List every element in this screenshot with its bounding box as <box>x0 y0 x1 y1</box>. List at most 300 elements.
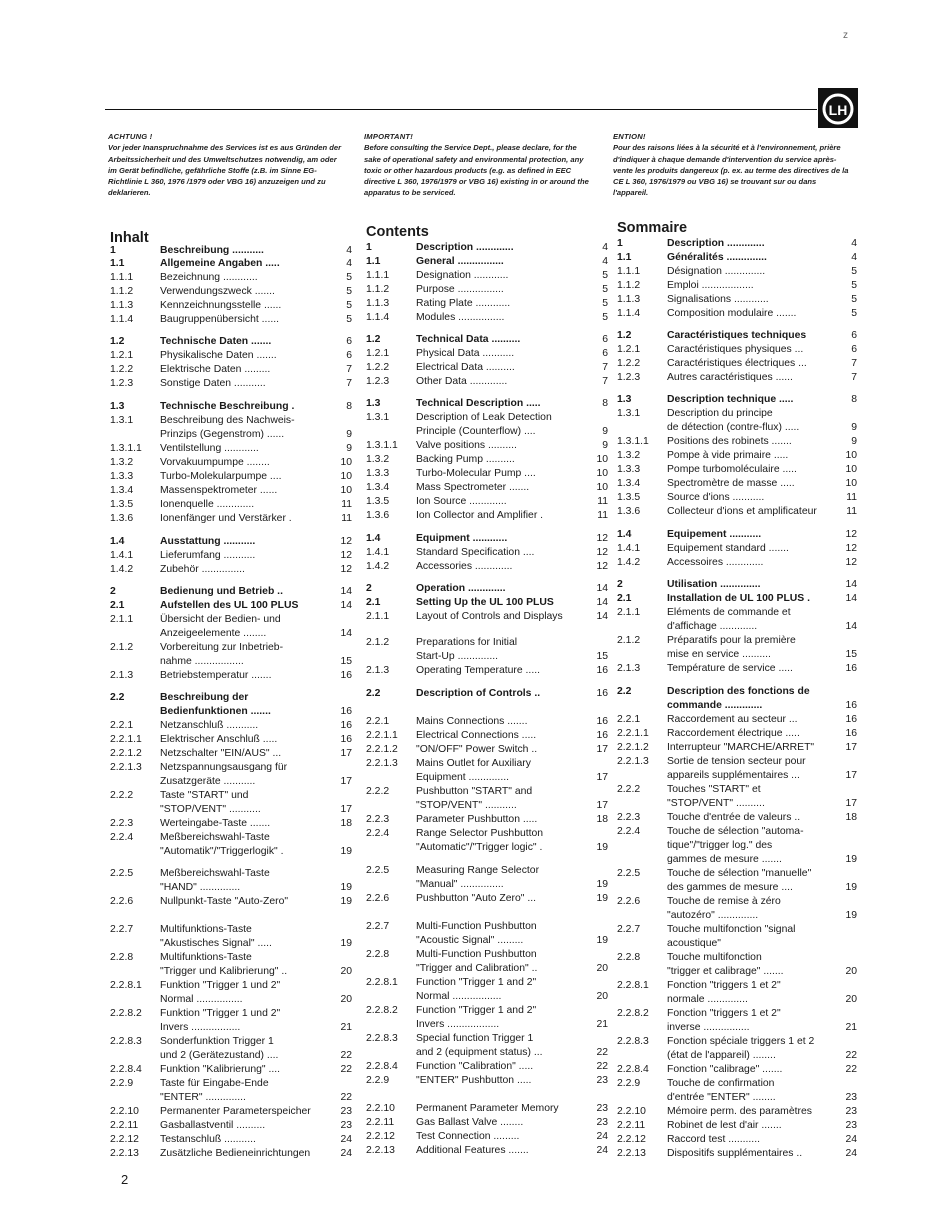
toc-entry <box>617 592 857 605</box>
toc-entry-page: 23 <box>596 1103 608 1114</box>
toc-entry-number: 2.1.1 <box>110 614 134 625</box>
toc-entry <box>617 979 857 992</box>
toc-entry-page: 16 <box>340 670 352 681</box>
toc-entry-title: Testanschluß ........... <box>160 1134 256 1145</box>
toc-entry <box>366 892 608 905</box>
toc-entry-title: Taste "START" und <box>160 790 249 801</box>
toc-entry-title: Caractéristiques électriques ... <box>667 358 807 369</box>
toc-entry-page: 17 <box>596 772 608 783</box>
toc-entry-page: 6 <box>851 330 857 341</box>
toc-entry-title: Meßbereichswahl-Taste <box>160 868 270 879</box>
toc-entry-number: 2.2.13 <box>110 1148 139 1159</box>
toc-entry-number: 1.1.2 <box>366 284 390 295</box>
toc-entry-page: 17 <box>596 744 608 755</box>
toc-entry-title: Turbo-Molekularpumpe .... <box>160 471 282 482</box>
toc-entry-number: 2.2.10 <box>110 1106 139 1117</box>
toc-entry <box>366 269 608 282</box>
toc-entry <box>110 299 352 312</box>
toc-entry-title: Description ............. <box>667 238 765 249</box>
toc-entry <box>366 596 608 609</box>
toc-entry-number: 2.2.8.4 <box>617 1064 649 1075</box>
toc-entry-number: 1.3 <box>366 398 381 409</box>
notice-heading: ENTION! <box>613 132 646 141</box>
notice-body: Before consulting the Service Dept., please declare, for the sake of operational safety and environmental protection, any toxic or other hazardous products (e.g. as defined in EEC directive L 360, 1976/1979 or VBG 16) existing in or around the apparatus to be serviced. <box>364 143 589 198</box>
toc-entry-title: Principle (Counterflow) .... <box>416 426 536 437</box>
toc-entry-number: 1.3.1.1 <box>110 443 142 454</box>
toc-entry-number: 2.2.12 <box>617 1134 646 1145</box>
toc-entry <box>617 1133 857 1146</box>
toc-entry-page: 10 <box>845 478 857 489</box>
toc-entry-page: 4 <box>851 252 857 263</box>
toc-entry-page: 17 <box>845 742 857 753</box>
toc-entry-page: 8 <box>346 401 352 412</box>
toc-entry <box>110 377 352 390</box>
toc-entry-title: Emploi .................. <box>667 280 754 291</box>
toc-entry <box>617 923 857 936</box>
toc-entry-number: 2.2.8.4 <box>110 1064 142 1075</box>
toc-entry-title: Beschreibung der <box>160 692 249 703</box>
toc-entry <box>617 1119 857 1132</box>
toc-entry-title: Massenspektrometer ...... <box>160 485 278 496</box>
toc-entry-title: Spectromètre de masse ..... <box>667 478 795 489</box>
toc-entry-number: 2.2.8.1 <box>110 980 142 991</box>
toc-entry-page: 19 <box>596 935 608 946</box>
toc-entry <box>110 761 352 774</box>
toc-entry-page: 11 <box>341 513 352 524</box>
toc-entry-page: 14 <box>340 586 352 597</box>
toc-entry <box>110 285 352 298</box>
toc-entry-page: 14 <box>596 611 608 622</box>
toc-entry <box>110 1007 352 1020</box>
toc-entry-page: 19 <box>845 910 857 921</box>
toc-entry-number: 2.2.8 <box>366 949 390 960</box>
toc-entry-title: Mémoire perm. des paramètres <box>667 1106 812 1117</box>
toc-entry-page: 12 <box>845 557 857 568</box>
toc-entry-title: Eléments de commande et <box>667 607 791 618</box>
toc-entry-page: 24 <box>596 1145 608 1156</box>
toc-entry-number: 2.1.3 <box>110 670 134 681</box>
toc-entry <box>110 484 352 497</box>
toc-entry <box>110 563 352 576</box>
toc-entry-title: und 2 (Gerätezustand) .... <box>160 1050 279 1061</box>
toc-entry-page: 11 <box>846 506 857 517</box>
toc-entry <box>617 542 857 555</box>
toc-entry-number: 2.2.2 <box>366 786 390 797</box>
toc-entry-page: 14 <box>596 583 608 594</box>
toc-entry-title: Touche de remise à zéro <box>667 896 781 907</box>
toc-entry-page: 9 <box>602 426 608 437</box>
toc-entry-title: Meßbereichswahl-Taste <box>160 832 270 843</box>
toc-entry <box>366 453 608 466</box>
toc-entry-page: 9 <box>602 440 608 451</box>
toc-entry-page: 9 <box>851 436 857 447</box>
toc-entry <box>617 1035 857 1048</box>
toc-entry <box>617 634 857 647</box>
toc-entry-title: Fonction spéciale triggers 1 et 2 <box>667 1036 815 1047</box>
toc-entry-title: Setting Up the UL 100 PLUS <box>416 597 554 608</box>
svg-text:LH: LH <box>828 102 848 118</box>
toc-entry <box>617 491 857 504</box>
toc-entry-page: 16 <box>340 734 352 745</box>
toc-entry-title: Zubehör ............... <box>160 564 245 575</box>
toc-entry <box>110 845 352 858</box>
toc-entry-title: Bedienung und Betrieb .. <box>160 586 283 597</box>
toc-entry-title: appareils supplémentaires ... <box>667 770 800 781</box>
toc-entry-number: 1.3.1 <box>617 408 641 419</box>
toc-entry <box>366 610 608 623</box>
toc-entry <box>110 923 352 936</box>
toc-entry-page: 5 <box>346 286 352 297</box>
toc-entry-number: 1.1.2 <box>617 280 641 291</box>
toc-entry-title: nahme ................. <box>160 656 244 667</box>
toc-entry <box>110 1133 352 1146</box>
toc-entry <box>110 585 352 598</box>
toc-entry-title: Touches "START" et <box>667 784 761 795</box>
toc-entry-number: 2.2.1 <box>617 714 641 725</box>
toc-entry <box>366 757 608 770</box>
toc-entry <box>110 498 352 511</box>
toc-entry <box>617 1063 857 1076</box>
toc-entry-number: 2.2.8 <box>617 952 641 963</box>
toc-entry-number: 2.2.11 <box>366 1117 395 1128</box>
toc-entry <box>617 713 857 726</box>
toc-entry-title: Description of Controls .. <box>416 688 541 699</box>
toc-entry-page: 19 <box>340 938 352 949</box>
toc-entry-number: 1.3.3 <box>366 468 390 479</box>
toc-entry-number: 2.2.1.2 <box>366 744 398 755</box>
toc-entry <box>617 685 857 698</box>
toc-entry-page: 14 <box>340 628 352 639</box>
toc-entry <box>366 1060 608 1073</box>
toc-entry-title: Aufstellen des UL 100 PLUS <box>160 600 299 611</box>
toc-heading: Contents <box>366 224 429 240</box>
toc-entry-page: 24 <box>845 1148 857 1159</box>
toc-entry <box>617 449 857 462</box>
toc-entry-page: 4 <box>602 242 608 253</box>
toc-entry-page: 20 <box>845 966 857 977</box>
toc-entry-number: 2.2.5 <box>617 868 641 879</box>
toc-entry-title: Raccordement électrique ..... <box>667 728 800 739</box>
toc-entry <box>366 878 608 891</box>
toc-entry <box>617 648 857 661</box>
toc-entry-page: 18 <box>596 814 608 825</box>
toc-entry-title: Installation de UL 100 PLUS . <box>667 593 811 604</box>
toc-entry-number: 1.1.3 <box>617 294 641 305</box>
toc-entry-page: 10 <box>596 454 608 465</box>
toc-entry <box>110 313 352 326</box>
toc-entry-page: 9 <box>851 422 857 433</box>
toc-entry-number: 1.1.3 <box>110 300 134 311</box>
toc-entry-number: 1.4.1 <box>617 543 641 554</box>
toc-entry-title: Description of Leak Detection <box>416 412 552 423</box>
toc-entry-number: 2.2.6 <box>366 893 390 904</box>
toc-entry-title: Mains Connections ....... <box>416 716 528 727</box>
toc-entry-title: "HAND" .............. <box>160 882 241 893</box>
toc-entry <box>110 244 352 257</box>
toc-entry-number: 1.3 <box>110 401 125 412</box>
toc-entry-title: Function "Trigger 1 and 2" <box>416 977 537 988</box>
toc-entry <box>617 741 857 754</box>
toc-entry-page: 6 <box>851 344 857 355</box>
toc-entry <box>617 1091 857 1104</box>
toc-entry-title: Gas Ballast Valve ........ <box>416 1117 524 1128</box>
toc-entry-page: 20 <box>596 963 608 974</box>
toc-entry <box>366 976 608 989</box>
toc-entry <box>366 799 608 812</box>
toc-entry-number: 2.2.4 <box>366 828 390 839</box>
toc-entry <box>366 1032 608 1045</box>
toc-entry-page: 20 <box>340 994 352 1005</box>
toc-entry <box>366 785 608 798</box>
toc-entry <box>617 825 857 838</box>
toc-entry <box>110 789 352 802</box>
toc-entry-title: inverse ................ <box>667 1022 750 1033</box>
toc-entry <box>366 1130 608 1143</box>
toc-entry-number: 1.2.1 <box>366 348 390 359</box>
toc-entry-page: 20 <box>596 991 608 1002</box>
toc-entry-page: 10 <box>596 482 608 493</box>
toc-entry-number: 1.3.3 <box>110 471 134 482</box>
toc-entry <box>617 867 857 880</box>
toc-entry-number: 1.1.2 <box>110 286 134 297</box>
toc-entry <box>617 853 857 866</box>
toc-entry <box>366 1074 608 1087</box>
toc-entry <box>366 582 608 595</box>
toc-entry-number: 1.3.1.1 <box>366 440 398 451</box>
toc-entry-number: 1.1.4 <box>366 312 390 323</box>
toc-entry-title: "Trigger and Calibration" .. <box>416 963 538 974</box>
toc-entry-number: 2.1.1 <box>617 607 641 618</box>
toc-entry-title: Accessories ............. <box>416 561 513 572</box>
toc-entry-page: 19 <box>596 893 608 904</box>
toc-entry-number: 2.2.1.1 <box>366 730 398 741</box>
toc-entry-page: 22 <box>340 1092 352 1103</box>
toc-entry <box>617 435 857 448</box>
toc-entry-title: Bedienfunktionen ....... <box>160 706 271 717</box>
toc-entry-title: "ENTER" .............. <box>160 1092 246 1103</box>
toc-entry-number: 2.2.8.2 <box>617 1008 649 1019</box>
toc-entry-number: 1.3.5 <box>617 492 641 503</box>
toc-entry-number: 2.1.3 <box>617 663 641 674</box>
toc-entry-title: Touche de sélection "manuelle" <box>667 868 812 879</box>
toc-entry-number: 2.1.1 <box>366 611 390 622</box>
toc-entry-title: Raccord test ........... <box>667 1134 760 1145</box>
toc-entry-number: 2.2.1.2 <box>110 748 142 759</box>
toc-entry-title: Prinzips (Gegenstrom) ...... <box>160 429 285 440</box>
toc-entry-number: 1.4.2 <box>617 557 641 568</box>
toc-entry-title: "Acoustic Signal" ......... <box>416 935 524 946</box>
toc-entry-title: Measuring Range Selector <box>416 865 540 876</box>
toc-entry <box>366 715 608 728</box>
toc-entry <box>110 1077 352 1090</box>
toc-entry <box>366 495 608 508</box>
toc-entry-page: 12 <box>596 561 608 572</box>
toc-entry-number: 1.3.5 <box>110 499 134 510</box>
toc-entry-title: (état de l'appareil) ........ <box>667 1050 776 1061</box>
toc-entry-page: 6 <box>602 334 608 345</box>
toc-entry <box>617 620 857 633</box>
toc-entry-page: 12 <box>340 550 352 561</box>
toc-entry-title: Invers ................. <box>160 1022 241 1033</box>
toc-entry-page: 12 <box>340 564 352 575</box>
toc-entry-title: Function "Trigger 1 and 2" <box>416 1005 537 1016</box>
toc-entry <box>366 1004 608 1017</box>
toc-entry-title: Technical Description ..... <box>416 398 541 409</box>
toc-entry-number: 2.2.13 <box>617 1148 646 1159</box>
toc-entry-page: 10 <box>845 464 857 475</box>
toc-entry-number: 2.2.1.1 <box>110 734 142 745</box>
toc-entry-title: Parameter Pushbutton ..... <box>416 814 538 825</box>
toc-entry <box>110 705 352 718</box>
toc-entry-title: Touche de sélection "automa- <box>667 826 804 837</box>
toc-entry-title: Généralités .............. <box>667 252 767 263</box>
toc-entry <box>110 1049 352 1062</box>
toc-entry-number: 1.2.1 <box>617 344 641 355</box>
toc-entry-page: 19 <box>340 846 352 857</box>
toc-entry <box>110 512 352 525</box>
toc-entry-title: Sortie de tension secteur pour <box>667 756 806 767</box>
toc-entry-page: 16 <box>845 714 857 725</box>
toc-entry-number: 2.2.9 <box>366 1075 390 1086</box>
toc-entry-number: 1.2.2 <box>366 362 390 373</box>
toc-entry-title: Layout of Controls and Displays <box>416 611 563 622</box>
toc-entry-title: Lieferumfang ........... <box>160 550 256 561</box>
toc-entry-number: 1.2.3 <box>617 372 641 383</box>
toc-entry-title: Positions des robinets ....... <box>667 436 792 447</box>
toc-entry-title: Préparatifs pour la première <box>667 635 796 646</box>
toc-entry-number: 2.2.1.2 <box>617 742 649 753</box>
toc-entry-number: 1.2.3 <box>366 376 390 387</box>
toc-entry-number: 2.2.7 <box>110 924 134 935</box>
toc-entry <box>617 578 857 591</box>
toc-entry-page: 22 <box>596 1047 608 1058</box>
toc-entry <box>366 397 608 410</box>
toc-entry <box>110 669 352 682</box>
toc-entry-number: 1.2.1 <box>110 350 134 361</box>
toc-entry-title: Accessoires ............. <box>667 557 764 568</box>
toc-entry-page: 17 <box>340 748 352 759</box>
toc-entry <box>110 895 352 908</box>
toc-entry-page: 20 <box>845 994 857 1005</box>
toc-entry-title: Ionenquelle ............. <box>160 499 255 510</box>
toc-entry-page: 11 <box>341 499 352 510</box>
toc-entry-page: 23 <box>845 1120 857 1131</box>
toc-entry-number: 1.3.6 <box>617 506 641 517</box>
toc-entry-number: 2.2.12 <box>366 1131 395 1142</box>
toc-entry-page: 23 <box>845 1106 857 1117</box>
toc-entry-page: 16 <box>596 665 608 676</box>
toc-entry <box>366 1116 608 1129</box>
toc-entry-number: 1.3.1.1 <box>617 436 649 447</box>
toc-entry-title: Electrical Data .......... <box>416 362 515 373</box>
toc-entry-page: 6 <box>346 336 352 347</box>
toc-entry-page: 14 <box>845 579 857 590</box>
toc-column-french <box>617 220 857 1159</box>
toc-entry-number: 2.2.2 <box>617 784 641 795</box>
notice-french <box>613 131 853 199</box>
lh-logo-icon <box>818 88 858 128</box>
toc-entry-title: Additional Features ....... <box>416 1145 529 1156</box>
toc-heading: Inhalt <box>110 230 149 246</box>
toc-entry <box>366 241 608 254</box>
toc-entry <box>617 421 857 434</box>
toc-entry-title: Designation ............ <box>416 270 509 281</box>
toc-entry-number: 1 <box>617 238 623 249</box>
toc-entry-number: 1.1.1 <box>366 270 390 281</box>
toc-entry-number: 1 <box>110 245 116 256</box>
toc-entry-title: Description des fonctions de <box>667 686 810 697</box>
toc-entry-number: 1.1 <box>366 256 381 267</box>
toc-entry-title: Invers .................. <box>416 1019 500 1030</box>
toc-entry-title: Funktion "Trigger 1 und 2" <box>160 1008 281 1019</box>
toc-entry <box>110 951 352 964</box>
toc-entry-page: 23 <box>340 1106 352 1117</box>
toc-entry-page: 16 <box>596 730 608 741</box>
toc-entry <box>366 467 608 480</box>
toc-entry <box>110 599 352 612</box>
toc-entry-title: Permanent Parameter Memory <box>416 1103 559 1114</box>
toc-entry-number: 2.2.2 <box>110 790 134 801</box>
toc-entry-page: 8 <box>851 394 857 405</box>
toc-entry <box>617 699 857 712</box>
toc-entry-number: 2.2.1.3 <box>366 758 398 769</box>
toc-entry-page: 20 <box>340 966 352 977</box>
toc-entry <box>617 811 857 824</box>
toc-entry <box>366 439 608 452</box>
toc-entry <box>617 895 857 908</box>
toc-entry-number: 1.3.4 <box>110 485 134 496</box>
toc-entry-page: 16 <box>340 706 352 717</box>
toc-entry-title: Electrical Connections ..... <box>416 730 537 741</box>
toc-entry-number: 2.2.8.3 <box>110 1036 142 1047</box>
toc-entry-title: Equipment ............ <box>416 533 508 544</box>
toc-entry-number: 2 <box>366 583 372 594</box>
toc-entry-number: 2.2.7 <box>366 921 390 932</box>
toc-entry-number: 2.2.9 <box>110 1078 134 1089</box>
toc-entry-title: Ion Collector and Amplifier . <box>416 510 544 521</box>
toc-entry-title: Taste für Eingabe-Ende <box>160 1078 269 1089</box>
toc-entry <box>110 257 352 270</box>
toc-entry-title: "ENTER" Pushbutton ..... <box>416 1075 532 1086</box>
toc-entry-title: acoustique" <box>667 938 721 949</box>
toc-entry <box>110 965 352 978</box>
toc-entry-number: 2 <box>110 586 116 597</box>
toc-entry-page: 22 <box>340 1064 352 1075</box>
toc-entry <box>366 1102 608 1115</box>
toc-entry-page: 22 <box>596 1061 608 1072</box>
toc-entry-number: 2.2.8.3 <box>366 1033 398 1044</box>
toc-entry-number: 2.2.1.3 <box>110 762 142 773</box>
toc-entry <box>110 1021 352 1034</box>
toc-entry-title: d'entrée "ENTER" ........ <box>667 1092 776 1103</box>
toc-entry-number: 2.2.8 <box>110 952 134 963</box>
toc-entry <box>617 606 857 619</box>
toc-entry-number: 1.4.1 <box>110 550 134 561</box>
toc-entry-page: 19 <box>596 842 608 853</box>
toc-entry <box>366 375 608 388</box>
toc-entry-title: Fonction "triggers 1 et 2" <box>667 980 781 991</box>
toc-entry-title: Caractéristiques physiques ... <box>667 344 804 355</box>
toc-entry-title: "Trigger und Kalibrierung" .. <box>160 966 288 977</box>
toc-entry-page: 9 <box>346 429 352 440</box>
toc-entry-title: Funktion "Trigger 1 und 2" <box>160 980 281 991</box>
toc-entry-title: Raccordement au secteur ... <box>667 714 798 725</box>
toc-entry <box>617 371 857 384</box>
toc-entry-page: 24 <box>596 1131 608 1142</box>
toc-entry-title: de détection (contre-flux) ..... <box>667 422 800 433</box>
toc-entry-title: Backing Pump .......... <box>416 454 515 465</box>
toc-entry-title: Netzspannungsausgang für <box>160 762 288 773</box>
